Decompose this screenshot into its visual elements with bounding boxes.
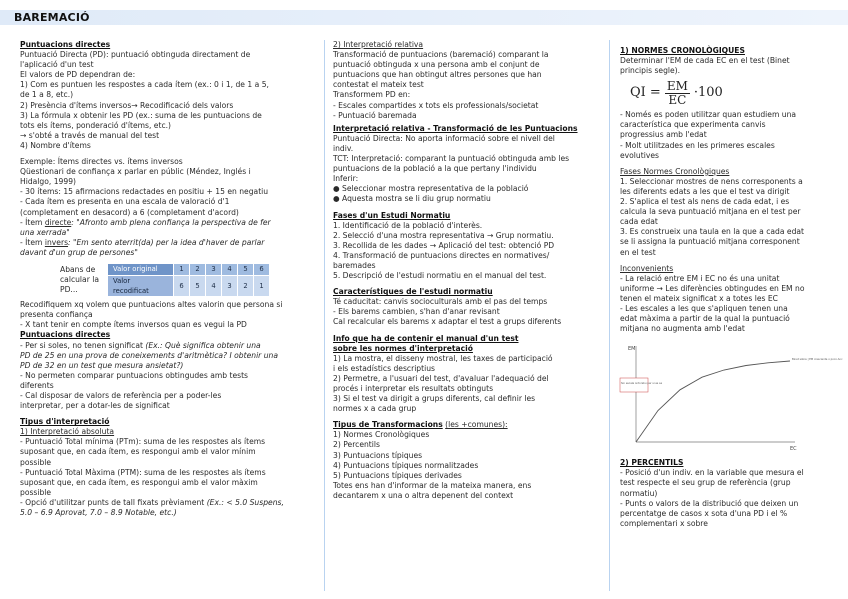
text-line: edat màxima a partir de la qual la puntuació <box>620 314 790 324</box>
table-cell: 4 <box>222 263 238 275</box>
column-divider-2 <box>609 40 610 591</box>
text-line: 1. Seleccionar mostres de nens corresponents a <box>620 176 803 186</box>
page-title: BAREMACIÓ <box>14 11 90 24</box>
text-line: decantarem x una o altra depenent del context <box>333 490 514 500</box>
text-line: mitjana no augmenta amb l'edat <box>620 324 745 334</box>
heading-info-manual: Info que ha de contenir el manual d'un test <box>333 333 519 343</box>
text-line: tots els ítems, ponderació d'ítems, etc.) <box>20 120 172 130</box>
text-line: interpretar, per a dotar-les de significat <box>20 401 170 411</box>
subheading-relativa: 2) Interpretació relativa <box>333 40 424 49</box>
text-run: invers <box>44 237 69 247</box>
text-line: 1) La mostra, el disseny mostral, les taxes de participació <box>333 353 553 363</box>
text-line: 2) Presència d'ítems inversos→ Recodificació dels valors <box>20 100 234 110</box>
heading-tipus-transformacions <box>333 420 607 430</box>
text-line: - Molt utilitzades en les primeres escales <box>620 140 775 150</box>
text-line: Té caducitat: canvis socioculturals amb el pas del temps <box>333 297 548 307</box>
heading-fases-estudi-normatiu: Fases d'un Estudi Normatiu <box>333 210 451 220</box>
table-cell: 1 <box>174 263 190 275</box>
text-line: 4. Transformació de puntuacions directes en normatives/ <box>333 250 550 260</box>
text-line: Recodifiquem xq volem que puntuacions altes valorin que persona si <box>20 300 283 310</box>
em-ec-chart <box>620 338 843 458</box>
text-run: Tipus de Transformacions <box>333 420 443 430</box>
text-line: tenen el mateix significat x a totes les EC <box>620 293 778 303</box>
text-run: (Ex.: < 5.0 Suspens, <box>206 497 284 507</box>
table-cell: 6 <box>254 263 270 275</box>
formula-fraction <box>665 80 690 107</box>
heading-interpretacio-relativa: Interpretació relativa - Transformació de les Puntuacions <box>333 123 578 133</box>
annotation-box-left <box>620 378 648 392</box>
text-line: Cal recalcular els barems x adaptar el test a grups diferents <box>333 317 562 327</box>
text-line: 3) Si el test va dirigit a grups diferents, cal definir les <box>333 394 536 404</box>
annotation-text-right: Binet sobre | EM cresciente o poco Anc <box>792 358 843 362</box>
chart-marks <box>636 361 790 442</box>
text-line: Qüestionari de confiança x parlar en públic (Méndez, Inglés i <box>20 167 251 177</box>
heading-tipus-interpretacio: Tipus d'interpretació <box>20 417 110 427</box>
text-line: Inferir: <box>333 174 359 184</box>
text-line: - Puntuació Total mínima (PTm): suma de les respostes als ítems <box>20 437 266 447</box>
text-line: Exemple: Ítems directes vs. ítems inversos <box>20 157 183 167</box>
text-line: calcula la seva puntuació mitjana en el test per <box>620 207 801 217</box>
text-line: 1) Com es puntuen les respostes a cada ítem (ex.: 0 i 1, de 1 a 5, <box>20 80 269 90</box>
text-line: 5.0 – 6.9 Aprovat, 7.0 – 8.9 Notable, etc.) <box>20 508 177 518</box>
text-line: 1) Normes Cronològiques <box>333 430 430 440</box>
table-cell: 2 <box>238 275 254 296</box>
column-3 <box>620 46 843 529</box>
text-line: TCT: Interpretació: comparant la puntuació obtinguda amb les <box>333 154 570 164</box>
column-1 <box>20 40 320 518</box>
subheading-absoluta: 1) Interpretació absoluta <box>20 427 115 437</box>
heading-normes-cronologiques: 1) NORMES CRONOLÒGIQUES <box>620 46 745 55</box>
text-line: ● Seleccionar mostra representativa de la població <box>333 184 529 194</box>
text-line <box>20 341 320 351</box>
text-line: El valors de PD dependran de: <box>20 70 136 80</box>
text-run: : "Afronto amb plena confiança la perspectiva de fer <box>71 217 271 227</box>
text-run: : "Em sento aterrit(da) per la idea d'haver de parlar <box>68 237 265 247</box>
text-line: - La relació entre EM i EC no és una unitat <box>620 273 780 283</box>
text-line: de 1 a 8, etc.) <box>20 90 74 100</box>
table-cell: Valor recodificat <box>108 275 174 296</box>
text-line: 2. Selecció d'una mostra representativa → Grup normatiu. <box>333 230 554 240</box>
item-directe <box>20 218 320 228</box>
text-line: procés i interpretar els resultats obtinguts <box>333 384 494 393</box>
item-invers <box>20 238 320 248</box>
text-line: se li assigna la puntuació mitjana corresponent <box>620 237 800 247</box>
text-line: 4) Puntuacions típiques normalitzades <box>333 460 479 470</box>
text-line: - Les escales a les que s'apliquen tenen una <box>620 303 788 313</box>
table-cell: 5 <box>190 275 206 296</box>
heading-fases-normes: Fases Normes Cronològiques <box>620 166 730 176</box>
heading-puntuacions-directes-2: Puntuacions directes <box>20 330 111 340</box>
text-run: - Ítem <box>20 217 45 227</box>
text-line: test respecte el seu grup de referència (grup <box>620 478 791 488</box>
text-line: - Posició d'un indiv. en la variable que mesura el <box>620 468 804 478</box>
text-line: complementari x sobre <box>620 518 708 528</box>
text-line: baremades <box>333 260 376 270</box>
text-line: uniforme → Les diferències obtingudes en EM no <box>620 283 805 293</box>
x-axis-label: EC <box>790 446 797 453</box>
text-line: - Puntuació baremada <box>333 110 417 120</box>
text-run: (Ex.: Què significa obtenir una <box>145 340 261 350</box>
text-line: presenta confiança <box>20 310 93 320</box>
heading-percentils: 2) PERCENTILS <box>620 458 684 468</box>
text-run: - Per si soles, no tenen significat <box>20 340 146 350</box>
recode-block <box>60 263 320 297</box>
text-line: - Escales compartides x tots els professionals/societat <box>333 100 539 110</box>
table-cell: 5 <box>238 263 254 275</box>
table-cell: 3 <box>222 275 238 296</box>
text-line: - Punts o valors de la distribució que deixen un <box>620 498 799 508</box>
annotation-text-left: Sin escala ontorsbu per si es sa <box>621 382 663 386</box>
heading-inconvenients: Inconvenients <box>620 263 674 273</box>
text-line: una xerrada" <box>20 227 70 237</box>
heading-puntuacions-directes: Puntuacions directes <box>20 40 111 49</box>
formula-denominator: EC <box>668 92 687 107</box>
table-cell: Valor original <box>108 263 174 275</box>
column-divider-1 <box>324 40 325 591</box>
text-line: Totes ens han d'informar de la mateixa manera, ens <box>333 480 532 490</box>
text-line: PD de 32 en un test que mesura ansietat?) <box>20 360 184 370</box>
em-curve <box>636 361 790 442</box>
formula-lhs: QI = <box>630 85 661 101</box>
text-run: - Ítem <box>20 237 45 247</box>
text-line: cada edat <box>620 217 658 227</box>
text-line: les diferents edats a les que el test va dirigit <box>620 186 790 196</box>
y-axis-label: EM <box>628 346 636 353</box>
table-cell: 1 <box>254 275 270 296</box>
formula-multiplier: ·100 <box>693 85 723 101</box>
text-line: Transformem PD en: <box>333 90 411 100</box>
text-line: Puntuació Directa: No aporta informació sobre el nivell del <box>333 133 555 143</box>
text-line: davant d'un grup de persones" <box>20 247 138 257</box>
text-line: Transformació de puntuacions (baremació) comparant la <box>333 50 549 60</box>
text-line: 3. Recollida de les dades → Aplicació del test: obtenció PD <box>333 240 555 250</box>
text-line: progressius amb l'edat <box>620 130 707 140</box>
text-line: principis segle). <box>620 66 681 76</box>
text-line: - 30 ítems: 15 afirmacions redactades en positiu + 15 en negatiu <box>20 187 269 197</box>
table-cell: 2 <box>190 263 206 275</box>
text-line: 2) Percentils <box>333 440 380 450</box>
title-bar <box>0 10 848 25</box>
table-row <box>108 275 270 296</box>
text-line: i els estadístics descriptius <box>333 363 435 373</box>
text-line: suposant que, en cada ítem, es respongui amb el valor màxim <box>20 477 258 487</box>
text-line: Abans de <box>60 264 96 274</box>
text-line: - Només es poden utilitzar quan estudiem una <box>620 110 797 120</box>
text-line: - No permeten comparar puntuacions obtingudes amb tests <box>20 370 249 380</box>
text-line: PD de 25 en una prova de coneixements d'aritmètica? I obtenir una <box>20 350 278 360</box>
text-run: - Opció d'utilitzar punts de tall fixats prèviament <box>20 497 207 507</box>
text-run: (les +comunes): <box>445 420 508 430</box>
text-line: Hidalgo, 1999) <box>20 177 76 187</box>
text-line: normes x a cada grup <box>333 404 417 414</box>
qi-formula <box>620 76 840 110</box>
text-line: puntuació obtinguda x una persona amb el conjunt de <box>333 60 540 70</box>
text-line: → s'obté a través de manual del test <box>20 130 160 140</box>
text-line: suposant que, en cada ítem, es respongui amb el valor mínim <box>20 447 256 457</box>
text-line: 3) La fórmula x obtenir les PD (ex.: suma de les puntuacions de <box>20 110 262 120</box>
text-line: Puntuació Directa (PD): puntuació obtinguda directament de <box>20 50 251 60</box>
text-line: 1. Identificació de la població d'interès. <box>333 220 483 230</box>
text-line: característica que experimenta canvis <box>620 120 766 130</box>
text-line: evolutives <box>620 150 659 160</box>
text-line: - Els barems cambien, s'han d'anar revisant <box>333 307 500 317</box>
text-line: puntuacions que han obtingut altres persones que han <box>333 70 542 80</box>
text-line: Determinar l'EM de cada EC en el test (Binet <box>620 56 790 66</box>
text-line: ● Aquesta mostra se li diu grup normatiu <box>333 194 491 204</box>
text-line: - Cal disposar de valors de referència per a poder-les <box>20 391 222 400</box>
text-line: 3. Es construeix una taula en la que a cada edat <box>620 227 805 237</box>
text-line: - Cada ítem es presenta en una escala de valoració d'1 <box>20 197 230 207</box>
text-line: 3) Puntuacions típiques <box>333 450 423 460</box>
text-line: en el test <box>620 247 656 257</box>
text-line: 2) Permetre, a l'usuari del test, d'avaluar l'adequació del <box>333 373 549 383</box>
table-cell: 4 <box>206 275 222 296</box>
table-row <box>108 263 270 275</box>
text-line: 4) Nombre d'ítems <box>20 140 91 150</box>
table-cell: 3 <box>206 263 222 275</box>
text-line: indiv. <box>333 143 354 153</box>
text-line: normatiu) <box>620 488 658 498</box>
abans-label <box>60 265 99 295</box>
column-2 <box>333 40 607 501</box>
text-line <box>20 498 320 508</box>
text-line: 5) Puntuacions típiques derivades <box>333 470 462 480</box>
text-line: 2. S'aplica el test als nens de cada edat, i es <box>620 197 790 207</box>
recode-table <box>107 263 270 297</box>
text-line: l'aplicació d'un test <box>20 60 94 70</box>
formula-numerator: EM <box>666 78 688 93</box>
text-line: PD... <box>60 285 78 295</box>
text-line: calcular la <box>60 275 99 285</box>
text-line: (completament en desacord) a 6 (completament d'acord) <box>20 207 239 217</box>
text-line: contestat el mateix test <box>333 80 424 90</box>
table-cell: 6 <box>174 275 190 296</box>
text-line: diferents <box>20 380 54 390</box>
heading-info-manual-2: sobre les normes d'interpretació <box>333 343 473 353</box>
text-run: directe <box>44 217 72 227</box>
text-line: 5. Descripció de l'estudi normatiu en el manual del test. <box>333 271 547 281</box>
text-line: percentatge de casos x sota d'una PD i el % <box>620 508 788 518</box>
text-line: - X tant tenir en compte ítems inversos quan es vegui la PD <box>20 320 247 330</box>
heading-caracteristiques: Característiques de l'estudi normatiu <box>333 287 493 297</box>
text-line: puntuacions de la població a la que pertany l'individu <box>333 164 537 174</box>
text-line: possible <box>20 487 52 497</box>
text-line: - Puntuació Total Màxima (PTM): suma de les respostes als ítems <box>20 467 266 477</box>
text-line: possible <box>20 457 52 467</box>
